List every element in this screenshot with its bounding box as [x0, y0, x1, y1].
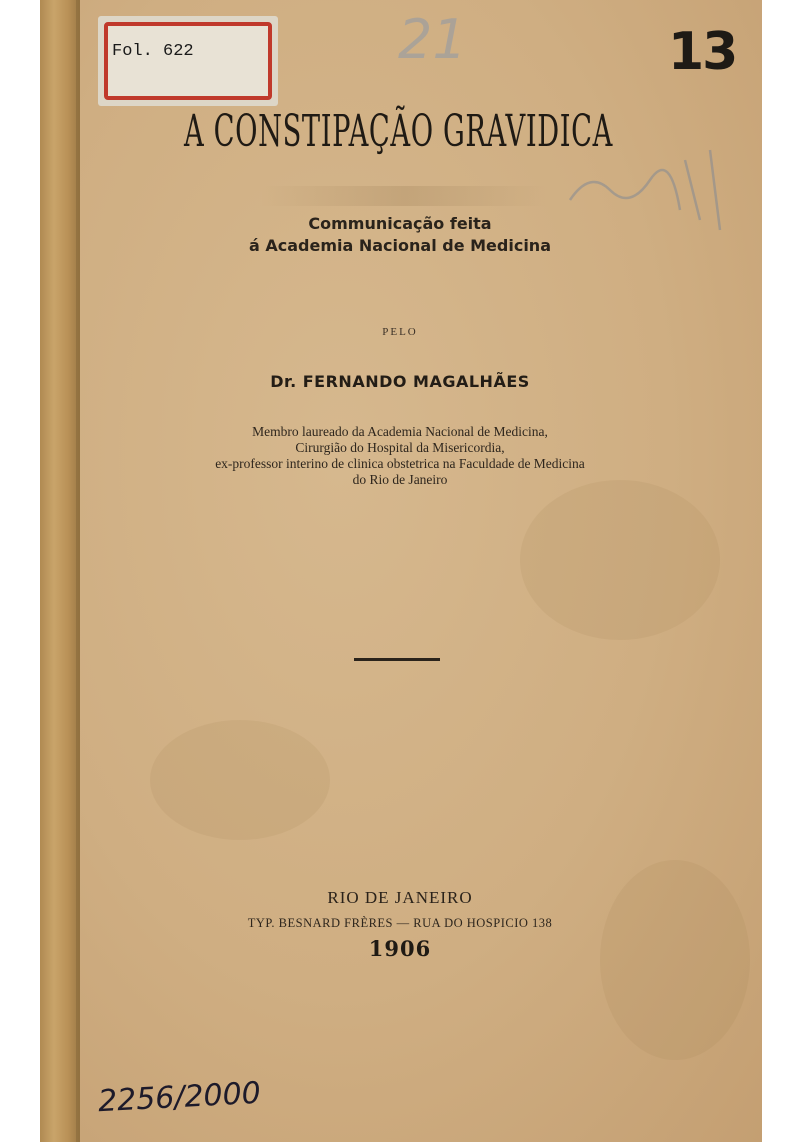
paper-stain — [520, 480, 720, 640]
handwritten-accession-number: 2256/2000 — [97, 1075, 262, 1120]
book-spine — [40, 0, 80, 1142]
page-number: 13 — [668, 22, 737, 82]
credential-line-1: Membro laureado da Academia Nacional de Medicina, — [252, 424, 548, 439]
separator-rule — [354, 658, 440, 661]
imprint-city: RIO DE JANEIRO — [327, 888, 473, 907]
credential-line-3: ex-professor interino de clinica obstetrica na Faculdade de Medicina — [215, 456, 585, 471]
credential-line-2: Cirurgião do Hospital da Misericordia, — [295, 440, 505, 455]
byline-prefix: PELO — [382, 326, 418, 338]
author-name: Dr. FERNANDO MAGALHÃES — [270, 372, 530, 391]
imprint-printer: TYP. BESNARD FRÈRES — RUA DO HOSPICIO 138 — [247, 916, 553, 930]
pencil-mark: 21 — [398, 8, 467, 71]
faded-stamp — [260, 186, 550, 206]
subtitle-line-1: Communicação feita — [308, 214, 492, 233]
archive-label — [98, 16, 278, 106]
archive-label-text: Fol. 622 — [112, 42, 194, 61]
credential-line-4: do Rio de Janeiro — [352, 472, 448, 487]
document-title: A CONSTIPAÇÃO GRAVIDICA — [184, 106, 613, 157]
subtitle-line-2: á Academia Nacional de Medicina — [249, 236, 551, 255]
imprint-year: 1906 — [368, 936, 432, 961]
paper-stain — [150, 720, 330, 840]
archive-label-border — [104, 22, 272, 100]
